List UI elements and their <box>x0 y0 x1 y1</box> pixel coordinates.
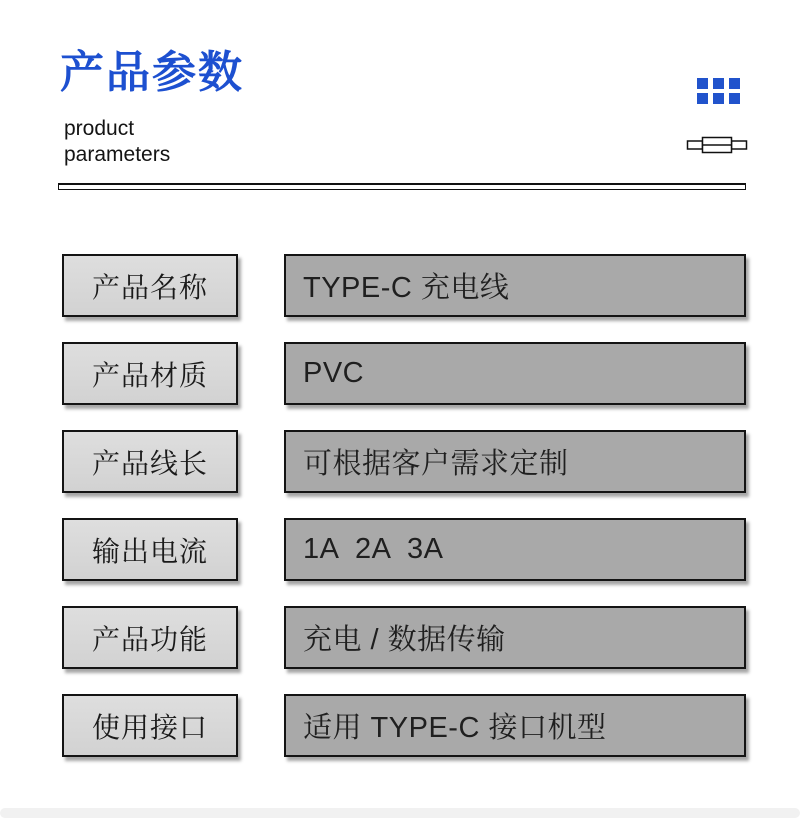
parameters-table <box>62 254 746 782</box>
page-subtitle-line2: parameters <box>64 143 171 166</box>
grid-dot <box>713 78 724 89</box>
grid-dot <box>697 93 708 104</box>
param-value: 可根据客户需求定制 <box>284 430 746 493</box>
param-value: 充电 / 数据传输 <box>284 606 746 669</box>
param-value: 适用 TYPE-C 接口机型 <box>284 694 746 757</box>
divider-bar <box>58 183 746 190</box>
grid-dots-icon <box>697 78 741 104</box>
grid-dot <box>697 78 708 89</box>
page-subtitle-line1: product <box>64 117 135 140</box>
param-label: 使用接口 <box>62 694 238 757</box>
param-value: PVC <box>284 342 746 405</box>
grid-dot <box>729 93 740 104</box>
param-label: 产品功能 <box>62 606 238 669</box>
table-row <box>62 606 746 669</box>
table-row <box>62 342 746 405</box>
param-label: 输出电流 <box>62 518 238 581</box>
table-row <box>62 694 746 757</box>
param-label: 产品名称 <box>62 254 238 317</box>
grid-dot <box>713 93 724 104</box>
page-subtitle <box>64 116 170 168</box>
table-row <box>62 430 746 493</box>
cable-connector-icon <box>686 136 748 154</box>
param-label: 产品线长 <box>62 430 238 493</box>
param-label: 产品材质 <box>62 342 238 405</box>
param-value: 1A 2A 3A <box>284 518 746 581</box>
table-row <box>62 518 746 581</box>
page-title: 产品参数 <box>60 48 244 97</box>
next-section-edge <box>0 808 800 818</box>
grid-dot <box>729 78 740 89</box>
table-row <box>62 254 746 317</box>
param-value: TYPE-C 充电线 <box>284 254 746 317</box>
